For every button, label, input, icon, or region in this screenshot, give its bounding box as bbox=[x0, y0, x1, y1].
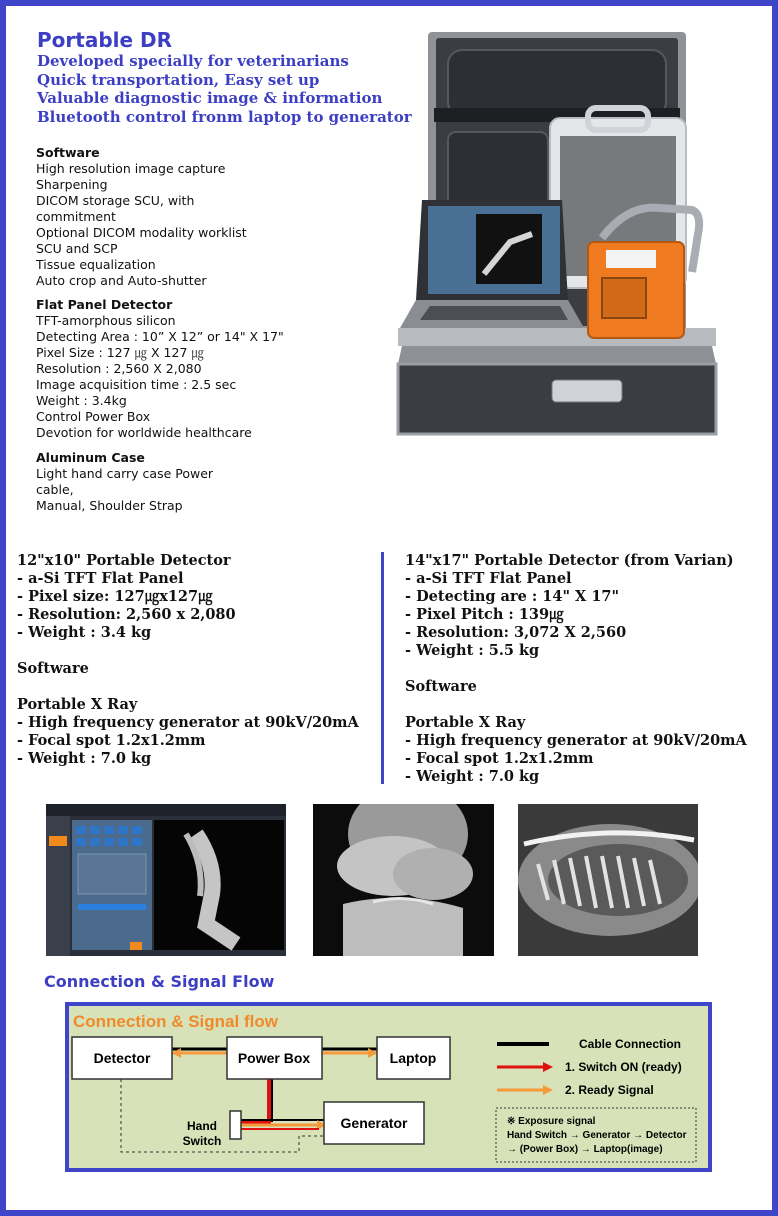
power-box-node: Power Box bbox=[237, 1050, 311, 1066]
spec-line: Sharpening bbox=[36, 177, 108, 192]
spec-line: Light hand carry case Power bbox=[36, 466, 214, 481]
spec-line: Weight : 3.4kg bbox=[36, 393, 127, 408]
left-software-heading: Software bbox=[17, 660, 89, 677]
case-spec-block bbox=[36, 450, 316, 514]
left-spec-column bbox=[17, 552, 377, 768]
connection-section-title: Connection & Signal Flow bbox=[44, 972, 275, 991]
software-screenshot-thumb bbox=[46, 804, 286, 956]
legend-cable: Cable Connection bbox=[579, 1037, 682, 1051]
spec-item: - Weight : 7.0 kg bbox=[405, 768, 540, 785]
spec-line: Optional DICOM modality worklist bbox=[36, 225, 247, 240]
right-detector-heading: 14"x17" Portable Detector (from Varian) bbox=[405, 552, 734, 569]
spec-line: commitment bbox=[36, 209, 116, 224]
spec-item: - a-Si TFT Flat Panel bbox=[405, 570, 572, 587]
tagline: Bluetooth control fronm laptop to generator bbox=[37, 107, 412, 126]
software-spec-block bbox=[36, 145, 316, 289]
fpd-heading: Flat Panel Detector bbox=[36, 297, 173, 312]
spec-item: - Weight : 5.5 kg bbox=[405, 642, 540, 659]
spec-item: - High frequency generator at 90kV/20mA bbox=[17, 714, 359, 731]
spec-item: - Weight : 3.4 kg bbox=[17, 624, 152, 641]
exposure-title: ※ Exposure signal bbox=[507, 1116, 596, 1127]
spec-line: High resolution image capture bbox=[36, 161, 226, 176]
diagram-title: Connection & Signal flow bbox=[73, 1012, 278, 1031]
spec-item: - Resolution: 3,072 X 2,560 bbox=[405, 624, 627, 641]
page-title: Portable DR bbox=[37, 28, 173, 52]
left-xray-heading: Portable X Ray bbox=[17, 696, 138, 713]
software-heading: Software bbox=[36, 145, 100, 160]
spec-item: - Focal spot 1.2x1.2mm bbox=[17, 732, 206, 749]
spec-line: SCU and SCP bbox=[36, 241, 118, 256]
exposure-line: → (Power Box) → Laptop(image) bbox=[507, 1144, 663, 1155]
spec-item: - a-Si TFT Flat Panel bbox=[17, 570, 184, 587]
right-software-heading: Software bbox=[405, 678, 477, 695]
generator-node: Generator bbox=[340, 1115, 408, 1131]
spec-line: cable, bbox=[36, 482, 74, 497]
spec-line: Detecting Area : 10” X 12” or 14" X 17" bbox=[36, 329, 284, 344]
hand-switch-label: Hand bbox=[187, 1119, 217, 1133]
spec-line: Auto crop and Auto-shutter bbox=[36, 273, 207, 288]
spec-line: Tissue equalization bbox=[36, 257, 156, 272]
right-spec-column bbox=[405, 552, 765, 786]
spec-line: Manual, Shoulder Strap bbox=[36, 498, 183, 513]
spec-line: TFT-amorphous silicon bbox=[36, 313, 176, 328]
column-divider bbox=[381, 552, 384, 784]
spec-line: Image acquisition time : 2.5 sec bbox=[36, 377, 237, 392]
laptop-node: Laptop bbox=[389, 1050, 437, 1066]
spec-line: Devotion for worldwide healthcare bbox=[36, 425, 252, 440]
spec-item: - Focal spot 1.2x1.2mm bbox=[405, 750, 594, 767]
legend-switch-on: 1. Switch ON (ready) bbox=[565, 1060, 682, 1074]
spec-item: - Detecting are : 14" X 17" bbox=[405, 588, 620, 605]
product-photo bbox=[392, 28, 722, 440]
right-xray-heading: Portable X Ray bbox=[405, 714, 526, 731]
fpd-spec-block bbox=[36, 297, 316, 441]
spec-line: Resolution : 2,560 X 2,080 bbox=[36, 361, 202, 376]
spec-item: - Weight : 7.0 kg bbox=[17, 750, 152, 767]
spec-item: - Pixel size: 127㎍x127㎍ bbox=[17, 588, 213, 605]
spec-item: - High frequency generator at 90kV/20mA bbox=[405, 732, 747, 749]
case-heading: Aluminum Case bbox=[36, 450, 145, 465]
spec-line: Control Power Box bbox=[36, 409, 151, 424]
detector-node: Detector bbox=[93, 1050, 151, 1066]
knee-xray-thumb bbox=[313, 804, 494, 956]
tagline: Developed specially for veterinarians bbox=[37, 52, 349, 70]
spec-item: - Resolution: 2,560 x 2,080 bbox=[17, 606, 236, 623]
spec-line: DICOM storage SCU, with bbox=[36, 193, 195, 208]
taglines bbox=[37, 52, 412, 126]
thorax-xray-thumb bbox=[518, 804, 698, 956]
legend-ready: 2. Ready Signal bbox=[565, 1083, 654, 1097]
connection-diagram bbox=[65, 1002, 712, 1172]
tagline: Quick transportation, Easy set up bbox=[37, 70, 320, 89]
tagline: Valuable diagnostic image & information bbox=[37, 89, 383, 107]
spec-item: - Pixel Pitch : 139㎍ bbox=[405, 606, 564, 623]
exposure-line: Hand Switch → Generator → Detector bbox=[507, 1130, 687, 1141]
spec-line: Pixel Size : 127 ㎍ X 127 ㎍ bbox=[36, 345, 204, 360]
hand-switch-label: Switch bbox=[182, 1134, 222, 1148]
left-detector-heading: 12"x10" Portable Detector bbox=[17, 552, 231, 569]
